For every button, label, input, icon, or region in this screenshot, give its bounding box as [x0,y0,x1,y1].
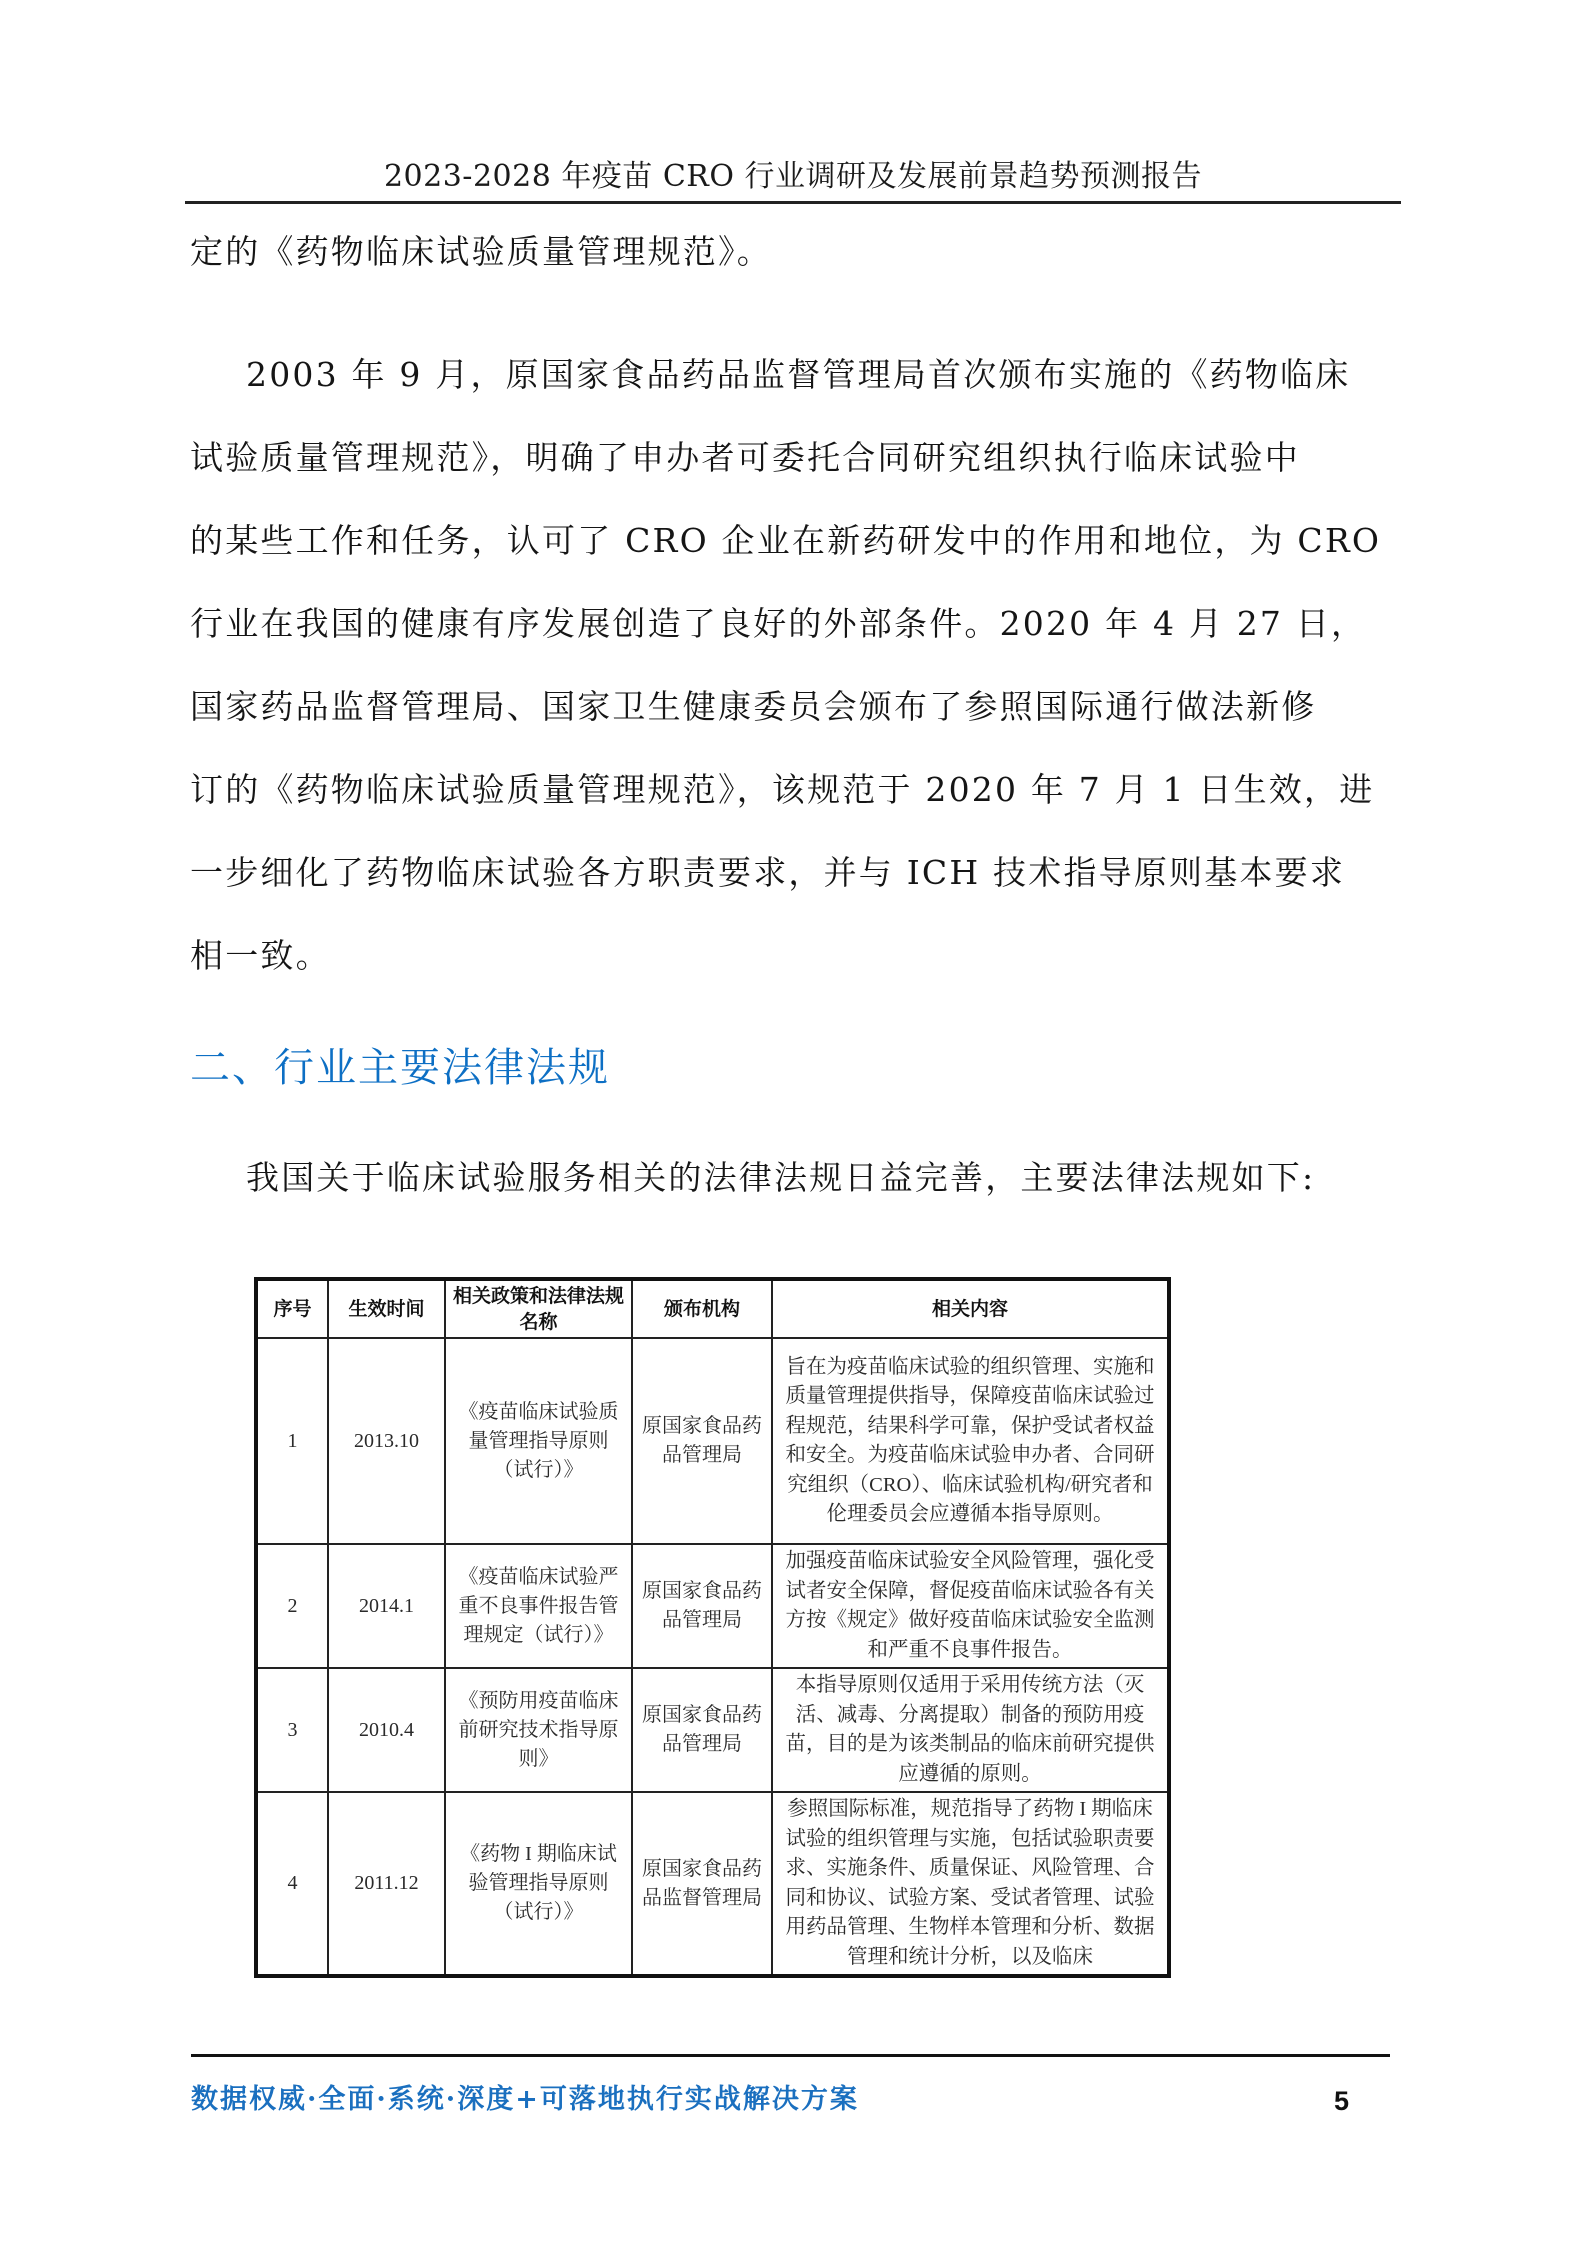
cell-name: 《药物 I 期临床试验管理指导原则（试行）》 [445,1792,632,1976]
cell-date: 2013.10 [328,1338,445,1544]
cell-no: 4 [256,1792,328,1976]
cell-date: 2011.12 [328,1792,445,1976]
paragraph-line: 相一致。 [190,936,331,975]
cell-date: 2014.1 [328,1544,445,1668]
paragraph-line: 行业在我国的健康有序发展创造了良好的外部条件。2020 年 4 月 27 日， [190,604,1367,643]
cell-issuer: 原国家食品药品管理局 [632,1544,772,1668]
cell-no: 3 [256,1668,328,1792]
cell-no: 2 [256,1544,328,1668]
cell-name: 《疫苗临床试验质量管理指导原则（试行）》 [445,1338,632,1544]
table-row [256,1544,1169,1668]
paragraph-line: 2003 年 9 月，原国家食品药品监督管理局首次颁布实施的《药物临床 [246,355,1351,394]
header-divider [185,201,1401,204]
cell-date: 2010.4 [328,1668,445,1792]
cell-content: 旨在为疫苗临床试验的组织管理、实施和质量管理提供指导，保障疫苗临床试验过程规范，结果科学可靠，保护受试者权益和安全。为疫苗临床试验申办者、合同研究组织（CRO）、临床试验机构/研究者和伦理委员会应遵循本指导原则。 [772,1338,1169,1544]
cell-name: 《疫苗临床试验严重不良事件报告管理规定（试行）》 [445,1544,632,1668]
continuation-line: 定的《药物临床试验质量管理规范》。 [190,232,772,271]
cell-name: 《预防用疫苗临床前研究技术指导原则》 [445,1668,632,1792]
page-number: 5 [1334,2086,1350,2116]
section-heading: 二、行业主要法律法规 [190,1045,610,1091]
table-intro: 我国关于临床试验服务相关的法律法规日益完善，主要法律法规如下: [246,1158,1316,1197]
col-header-name: 相关政策和法律法规名称 [445,1279,632,1338]
cell-content: 参照国际标准，规范指导了药物 I 期临床试验的组织管理与实施，包括试验职责要求、实施条件、质量保证、风险管理、合同和协议、试验方案、受试者管理、试验用药品管理、生物样本管理和分析、数据管理和统计分析，以及临床 [772,1792,1169,1976]
cell-issuer: 原国家食品药品监督管理局 [632,1792,772,1976]
table-row [256,1338,1169,1544]
paragraph-line: 国家药品监督管理局、国家卫生健康委员会颁布了参照国际通行做法新修 [190,687,1317,726]
table-row [256,1668,1169,1792]
col-header-no: 序号 [256,1279,328,1338]
col-header-date: 生效时间 [328,1279,445,1338]
table-row [256,1792,1169,1976]
col-header-content: 相关内容 [772,1279,1169,1338]
paragraph-line: 的某些工作和任务，认可了 CRO 企业在新药研发中的作用和地位，为 CRO [190,521,1382,560]
cell-issuer: 原国家食品药品管理局 [632,1668,772,1792]
footer-divider [191,2054,1390,2057]
table-header-row [256,1279,1169,1338]
footer-slogan: 数据权威·全面·系统·深度+可落地执行实战解决方案 [191,2084,859,2115]
cell-content: 本指导原则仅适用于采用传统方法（灭活、减毒、分离提取）制备的预防用疫苗，目的是为该类制品的临床前研究提供应遵循的原则。 [772,1668,1169,1792]
col-header-issuer: 颁布机构 [632,1279,772,1338]
cell-issuer: 原国家食品药品管理局 [632,1338,772,1544]
paragraph-line: 试验质量管理规范》，明确了申办者可委托合同研究组织执行临床试验中 [190,438,1300,477]
regulations-table [254,1277,1171,1978]
cell-no: 1 [256,1338,328,1544]
paragraph-line: 订的《药物临床试验质量管理规范》，该规范于 2020 年 7 月 1 日生效，进 [190,770,1375,809]
report-title: 2023-2028 年疫苗 CRO 行业调研及发展前景趋势预测报告 [383,159,1203,194]
paragraph-line: 一步细化了药物临床试验各方职责要求，并与 ICH 技术指导原则基本要求 [190,853,1346,892]
cell-content: 加强疫苗临床试验安全风险管理，强化受试者安全保障，督促疫苗临床试验各有关方按《规定》做好疫苗临床试验安全监测和严重不良事件报告。 [772,1544,1169,1668]
